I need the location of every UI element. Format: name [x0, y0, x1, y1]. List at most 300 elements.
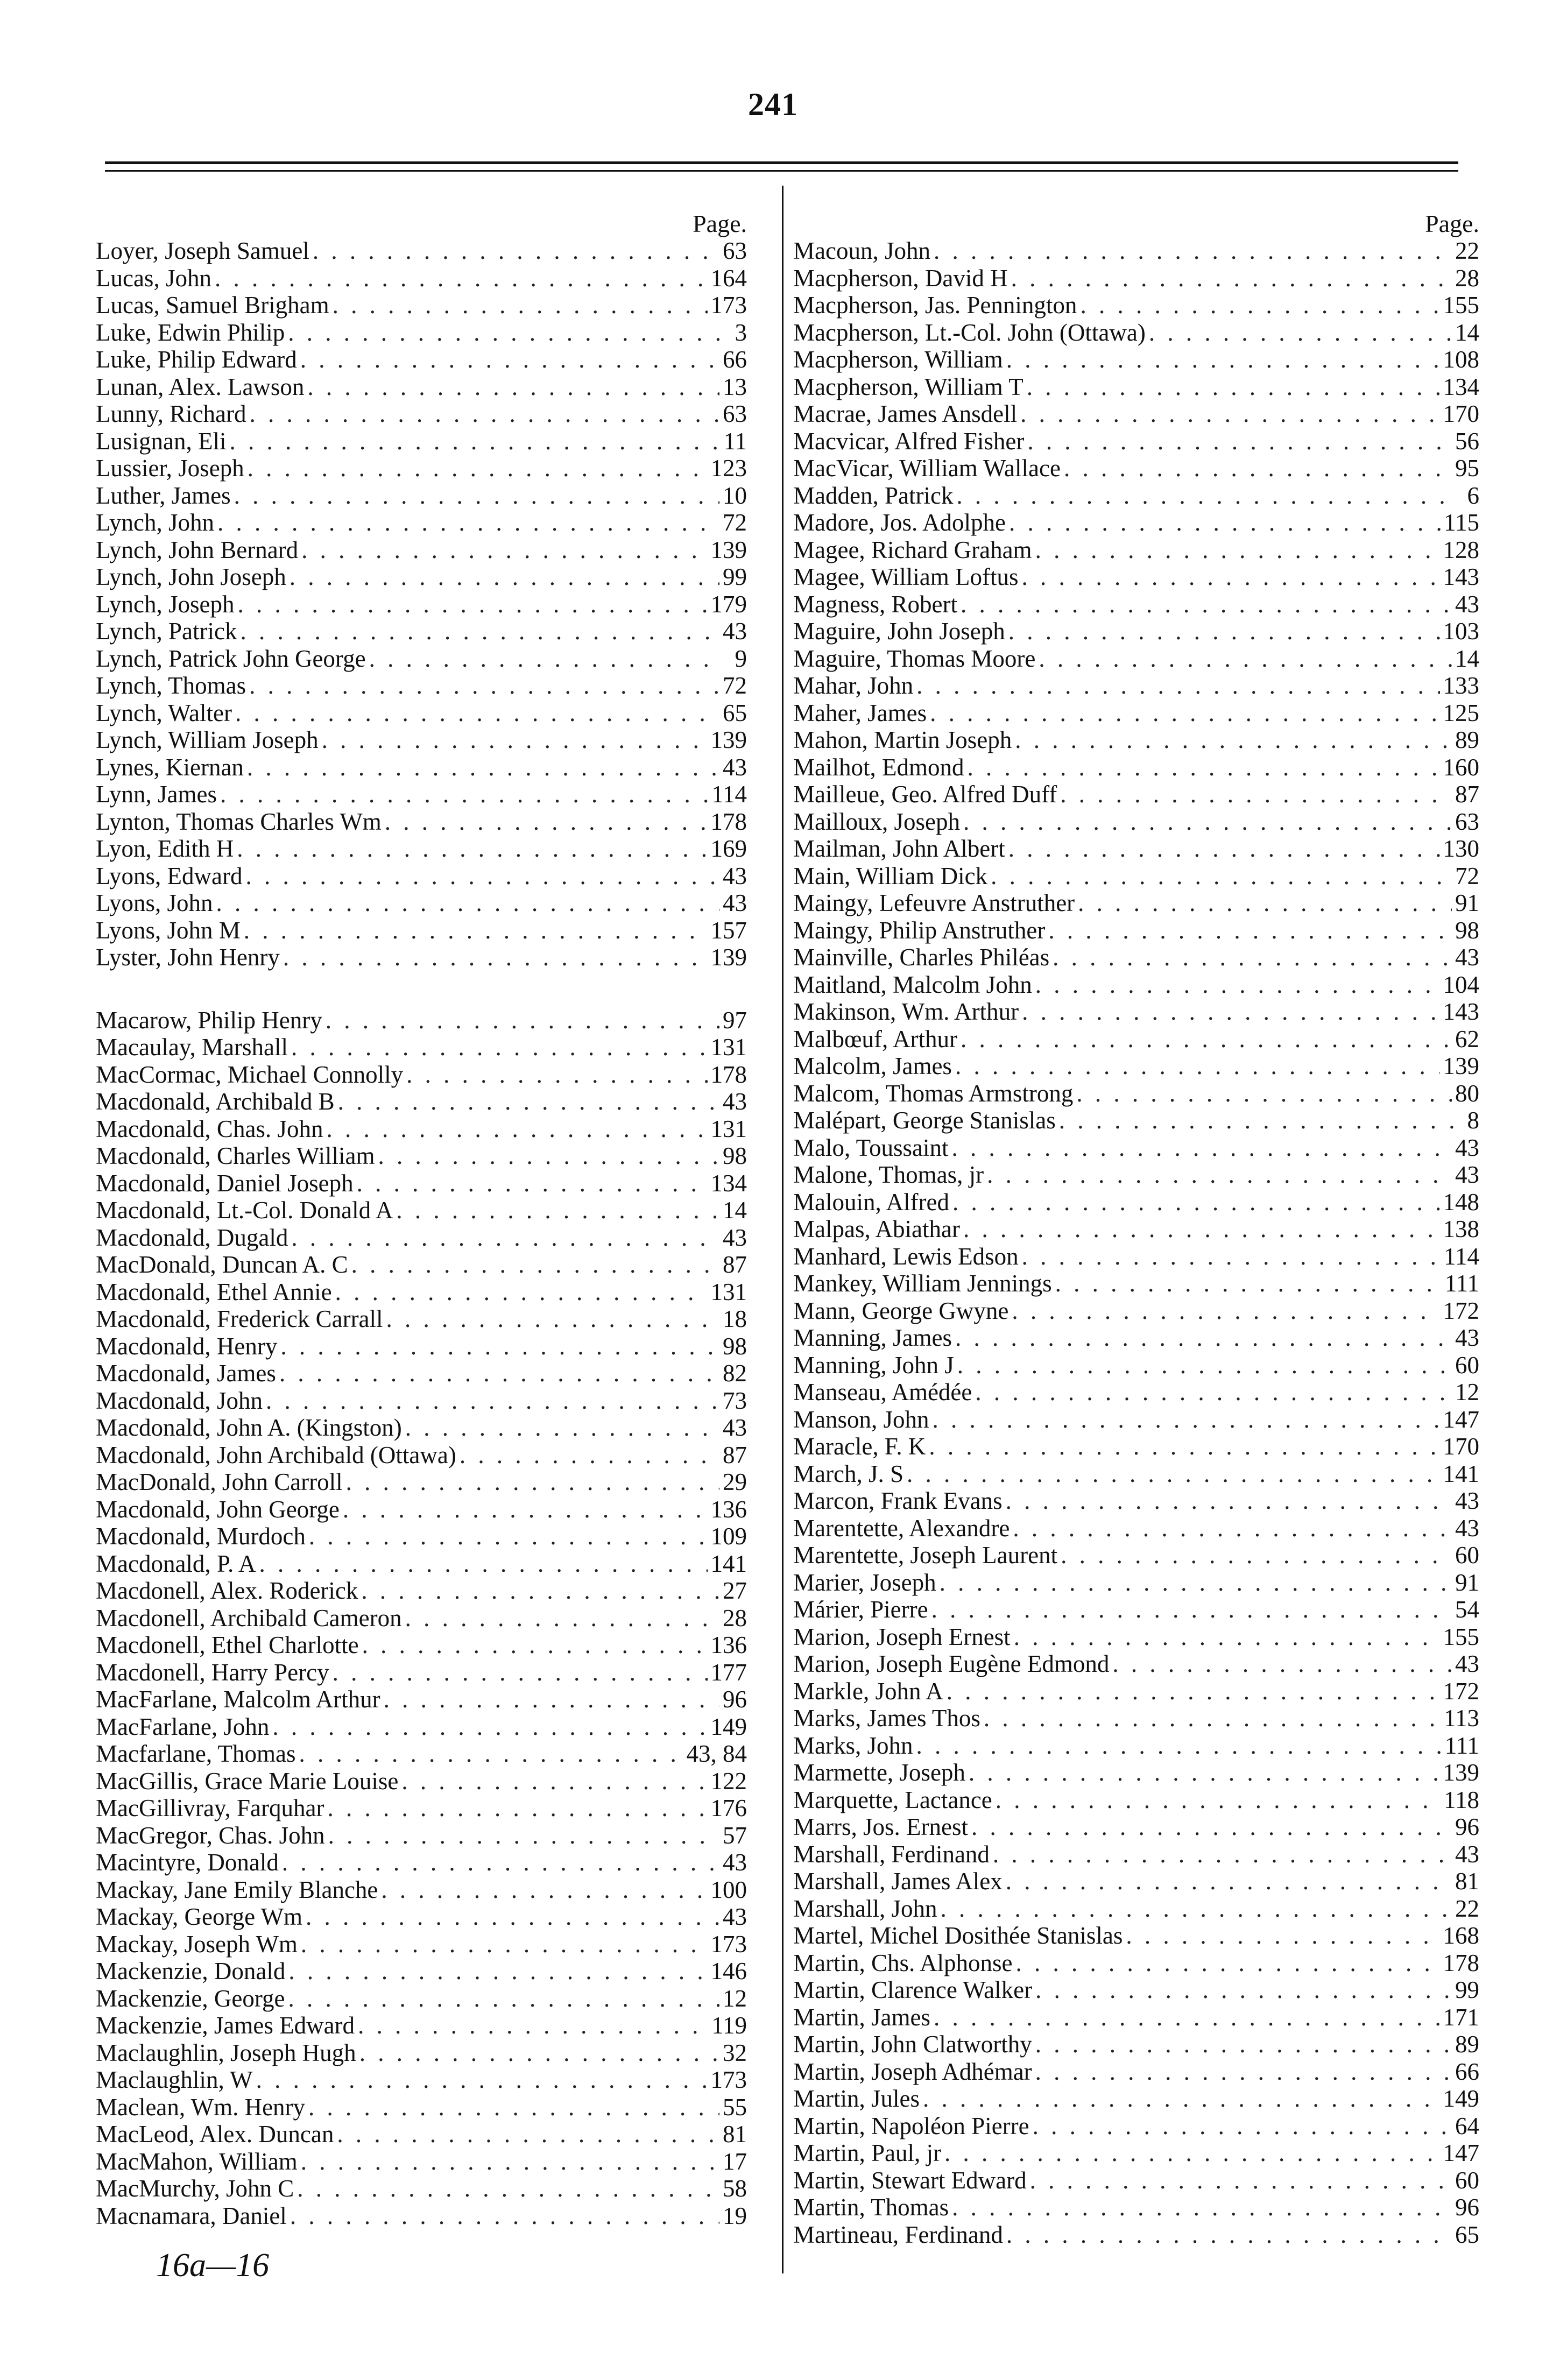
dot-leader [1126, 1922, 1439, 1950]
dot-leader [1015, 726, 1452, 754]
index-entry [793, 2194, 1479, 2221]
entry-name: Maclaughlin, Joseph Hugh [96, 2039, 356, 2066]
entry-page-number: 148 [1443, 1188, 1479, 1216]
dot-leader [952, 1134, 1452, 1162]
dot-leader [933, 1406, 1440, 1433]
dot-leader [369, 645, 722, 673]
entry-page-number: 139 [1443, 1759, 1479, 1786]
index-entry [793, 1053, 1479, 1080]
index-entry [96, 1523, 747, 1550]
entry-page-number: 133 [1443, 672, 1479, 699]
entry-page-number: 43 [1455, 1487, 1479, 1514]
entry-name: Macdonald, Charles William [96, 1142, 375, 1169]
entry-page-number: 172 [1443, 1297, 1479, 1324]
entry-name: Magee, Richard Graham [793, 536, 1032, 563]
entry-page-number: 82 [723, 1360, 747, 1387]
dot-leader [288, 1958, 707, 1985]
entry-name: Marmette, Joseph [793, 1759, 965, 1786]
entry-page-number: 139 [710, 944, 747, 971]
entry-name: Lynch, John [96, 509, 214, 536]
entry-page-number: 72 [723, 672, 747, 699]
entry-page-number: 98 [1455, 916, 1479, 944]
index-entry [96, 1414, 747, 1442]
dot-leader [1035, 1976, 1452, 2004]
entry-name: Malcolm, James [793, 1053, 952, 1079]
entry-page-number: 146 [710, 1958, 747, 1984]
index-entry [96, 1713, 747, 1741]
entry-name: Lyons, Edward [96, 862, 243, 889]
entry-page-number: 169 [710, 835, 747, 862]
index-entry [96, 536, 747, 564]
index-entry [793, 346, 1479, 373]
entry-page-number: 43 [1455, 944, 1479, 971]
entry-page-number: 173 [710, 2066, 747, 2093]
index-entry [96, 889, 747, 917]
entry-name: Mahar, John [793, 672, 914, 699]
index-entry [793, 672, 1479, 700]
dot-leader [216, 889, 719, 917]
index-entry [96, 1061, 747, 1089]
dot-leader [322, 726, 708, 754]
entry-name: Lyon, Edith H [96, 835, 234, 862]
index-entry [96, 1468, 747, 1496]
entry-page-number: 43 [723, 862, 747, 889]
dot-leader [259, 1550, 708, 1578]
entry-page-number: 177 [710, 1658, 747, 1686]
index-entry [96, 1387, 747, 1415]
entry-name: Mailleue, Geo. Alfred Duff [793, 781, 1057, 808]
entry-name: MacDonald, Duncan A. C [96, 1251, 348, 1278]
dot-leader [991, 863, 1452, 890]
entry-page-number: 139 [710, 726, 747, 753]
entry-page-number: 89 [1455, 2031, 1479, 2058]
page-number: 241 [748, 87, 798, 122]
entry-page-number: 170 [1443, 400, 1479, 427]
index-entry [793, 1406, 1479, 1433]
entry-page-number: 72 [723, 509, 747, 536]
index-entry [96, 2148, 747, 2176]
entry-page-number: 178 [710, 1061, 747, 1088]
entry-page-number: 63 [723, 237, 747, 264]
entry-page-number: 80 [1455, 1079, 1479, 1107]
dot-leader [306, 1903, 719, 1931]
entry-page-number: 12 [1455, 1379, 1479, 1406]
index-entry [793, 237, 1479, 265]
entry-page-number: 173 [710, 292, 747, 319]
index-entry [793, 1922, 1479, 1950]
entry-page-number: 14 [1455, 319, 1479, 346]
entry-name: Mackay, Joseph Wm [96, 1930, 298, 1958]
entry-page-number: 6 [1467, 482, 1479, 509]
index-entry [793, 1134, 1479, 1162]
index-entry [793, 1950, 1479, 1977]
index-entry [96, 863, 747, 890]
entry-name: Main, William Dick [793, 862, 988, 889]
entry-page-number: 141 [1443, 1460, 1479, 1487]
dot-leader [288, 1985, 720, 2012]
dot-leader [335, 1279, 708, 1306]
index-entry [793, 1080, 1479, 1107]
entry-name: MacDonald, John Carroll [96, 1468, 343, 1495]
dot-leader [220, 781, 708, 808]
entry-page-number: 89 [1455, 726, 1479, 753]
index-entry [96, 1849, 747, 1876]
dot-leader [215, 265, 708, 292]
column-divider [782, 186, 784, 2273]
entry-page-number: 43 [1455, 1134, 1479, 1161]
entry-page-number: 63 [723, 400, 747, 427]
index-entry [793, 373, 1479, 401]
dot-leader [987, 1161, 1452, 1189]
entry-name: Madden, Patrick [793, 482, 954, 509]
signature-mark: 16a—16 [156, 2247, 270, 2284]
entry-page-number: 134 [710, 1169, 747, 1197]
entry-name: Maitland, Malcolm John [793, 971, 1032, 998]
entry-name: MacMurchy, John C [96, 2175, 294, 2202]
dot-leader [326, 1115, 707, 1143]
dot-leader [1014, 1623, 1440, 1651]
dot-leader [217, 509, 719, 536]
index-entry [793, 482, 1479, 510]
index-entry [96, 1496, 747, 1523]
index-entry [96, 455, 747, 482]
entry-page-number: 28 [1455, 264, 1479, 292]
entry-page-number: 14 [1455, 645, 1479, 672]
index-entry [96, 1985, 747, 2012]
entry-name: Macpherson, David H [793, 264, 1008, 292]
index-entry [793, 1161, 1479, 1189]
index-entry [96, 1197, 747, 1224]
dot-leader [235, 700, 719, 727]
dot-leader [1008, 618, 1440, 645]
entry-name: Manning, John J [793, 1351, 954, 1379]
entry-page-number: 131 [710, 1034, 747, 1061]
index-entry [793, 2031, 1479, 2058]
header-rule [105, 161, 1458, 164]
entry-name: Macpherson, William T [793, 373, 1024, 400]
entry-name: Lynch, John Joseph [96, 563, 286, 590]
dot-leader [931, 1596, 1452, 1623]
entry-page-number: 119 [711, 2012, 747, 2039]
entry-name: Macvicar, Alfred Fisher [793, 427, 1025, 455]
entry-page-number: 170 [1443, 1433, 1479, 1460]
dot-leader [1027, 373, 1440, 401]
entry-page-number: 95 [1455, 455, 1479, 482]
entry-name: Lunny, Richard [96, 400, 246, 427]
entry-page-number: 178 [710, 808, 747, 835]
index-entry [96, 292, 747, 319]
index-entry [793, 1324, 1479, 1352]
dot-leader [406, 1061, 707, 1089]
index-entry [793, 863, 1479, 890]
dot-leader [1030, 2167, 1452, 2194]
entry-page-number: 81 [1455, 1868, 1479, 1895]
entry-name: Marks, John [793, 1732, 913, 1759]
index-entry [96, 726, 747, 754]
entry-name: Manson, John [793, 1406, 929, 1433]
dot-leader [1006, 1487, 1452, 1515]
entry-page-number: 65 [1455, 2221, 1479, 2248]
index-entry [793, 1650, 1479, 1678]
entry-page-number: 171 [1443, 2003, 1479, 2031]
entry-page-number: 168 [1443, 1922, 1479, 1949]
entry-name: Maguire, John Joseph [793, 618, 1005, 645]
index-entry [793, 1460, 1479, 1488]
entry-page-number: 125 [1443, 699, 1479, 726]
index-entry [793, 1189, 1479, 1216]
index-entry [96, 482, 747, 510]
entry-page-number: 130 [1443, 835, 1479, 862]
entry-name: Macpherson, Lt.-Col. John (Ottawa) [793, 319, 1146, 346]
dot-leader [240, 618, 719, 645]
entry-name: Márier, Pierre [793, 1596, 928, 1623]
index-entry [96, 2202, 747, 2230]
index-entry [96, 1876, 747, 1904]
entry-name: Marion, Joseph Ernest [793, 1623, 1011, 1650]
entry-name: Lynn, James [96, 781, 217, 808]
entry-name: Lynch, Patrick [96, 618, 237, 645]
dot-leader [961, 1026, 1452, 1053]
dot-leader [297, 2175, 719, 2202]
dot-leader [313, 237, 719, 265]
dot-leader [326, 1007, 719, 1034]
entry-page-number: 98 [723, 1142, 747, 1169]
dot-leader [337, 2121, 719, 2148]
entry-page-number: 43 [1455, 590, 1479, 618]
entry-name: Luther, James [96, 482, 231, 509]
index-entry [96, 1034, 747, 1061]
index-entry [96, 700, 747, 727]
entry-name: Macdonald, John George [96, 1495, 340, 1523]
entry-name: Maingy, Lefeuvre Anstruther [793, 889, 1075, 916]
entry-page-number: 3 [735, 319, 747, 346]
entry-name: Marcon, Frank Evans [793, 1487, 1003, 1514]
entry-name: Macdonald, Frederick Carrall [96, 1305, 383, 1332]
entry-name: Martin, Jules [793, 2085, 920, 2112]
entry-name: Mailhot, Edmond [793, 753, 964, 781]
dot-leader [237, 591, 707, 618]
index-entry [793, 1297, 1479, 1325]
entry-page-number: 43 [723, 618, 747, 645]
entry-name: Mackenzie, James Edward [96, 2012, 355, 2039]
entry-page-number: 172 [1443, 1677, 1479, 1705]
index-entry [96, 2094, 747, 2121]
index-entry [793, 1868, 1479, 1895]
dot-leader [1055, 1270, 1442, 1297]
dot-leader [984, 1705, 1441, 1732]
entry-page-number: 118 [1444, 1786, 1479, 1813]
entry-name: Marier, Joseph [793, 1569, 936, 1596]
index-entry [793, 292, 1479, 319]
dot-leader [333, 292, 708, 319]
entry-name: Magee, William Loftus [793, 563, 1019, 590]
index-entry [793, 319, 1479, 347]
entry-page-number: 100 [710, 1876, 747, 1903]
entry-name: Macdonald, Chas. John [96, 1115, 323, 1142]
entry-name: Marrs, Jos. Ernest [793, 1813, 968, 1840]
index-entry [793, 1976, 1479, 2004]
entry-name: Malpas, Abiathar [793, 1216, 960, 1242]
index-entry [96, 808, 747, 836]
entry-name: Martin, Chs. Alphonse [793, 1949, 1013, 1976]
dot-leader [272, 1713, 707, 1741]
entry-name: Lynch, Walter [96, 699, 232, 726]
column-heading [793, 202, 1479, 237]
entry-name: Lyster, John Henry [96, 944, 280, 971]
entry-name: Lynch, Thomas [96, 672, 246, 699]
index-entry [793, 2221, 1479, 2249]
entry-page-number: 109 [710, 1523, 747, 1550]
entry-page-number: 57 [723, 1821, 747, 1849]
entry-name: Martin, Clarence Walker [793, 1976, 1033, 2003]
index-list-left [96, 237, 747, 2229]
dot-leader [952, 2194, 1452, 2221]
dot-leader [1078, 889, 1452, 917]
entry-name: MacLeod, Alex. Duncan [96, 2121, 334, 2148]
dot-leader [1061, 1542, 1452, 1569]
entry-page-number: 179 [710, 590, 747, 618]
dot-leader [1006, 1868, 1452, 1895]
entry-name: Lyons, John M [96, 916, 241, 944]
dot-leader [1022, 563, 1440, 591]
index-entry [793, 1569, 1479, 1597]
dot-leader [280, 1333, 719, 1360]
index-entry [793, 1813, 1479, 1841]
entry-page-number: 60 [1455, 2166, 1479, 2194]
entry-name: Marshall, John [793, 1895, 937, 1922]
dot-leader [971, 1813, 1452, 1841]
dot-leader [229, 428, 720, 455]
index-entry [793, 1487, 1479, 1515]
dot-leader [940, 1569, 1452, 1597]
entry-page-number: 143 [1443, 998, 1479, 1025]
entry-name: Macdonald, John A. (Kingston) [96, 1414, 402, 1441]
index-entry [793, 1026, 1479, 1053]
entry-page-number: 60 [1455, 1351, 1479, 1379]
index-entry [793, 1678, 1479, 1705]
dot-leader [359, 2039, 719, 2067]
index-entry [96, 754, 747, 781]
index-entry [793, 971, 1479, 999]
column-heading-label: Page. [693, 210, 747, 237]
index-entry [793, 781, 1479, 808]
index-entry [96, 1305, 747, 1333]
index-entry [793, 1433, 1479, 1460]
entry-name: MacVicar, William Wallace [793, 455, 1061, 482]
entry-name: Mailman, John Albert [793, 835, 1005, 862]
entry-name: Macdonell, Ethel Charlotte [96, 1632, 359, 1658]
index-entry [793, 2085, 1479, 2113]
index-entry [96, 1224, 747, 1252]
entry-page-number: 60 [1455, 1542, 1479, 1569]
index-entry [793, 591, 1479, 618]
dot-leader [956, 482, 1455, 510]
index-entry [793, 754, 1479, 781]
dot-leader [249, 672, 719, 700]
index-entry [96, 1550, 747, 1578]
index-entry [793, 1352, 1479, 1379]
entry-page-number: 55 [723, 2093, 747, 2121]
dot-leader [1149, 319, 1452, 347]
entry-page-number: 173 [710, 1930, 747, 1958]
index-entry [793, 889, 1479, 917]
index-entry [793, 1841, 1479, 1868]
entry-page-number: 43 [723, 1088, 747, 1115]
index-entry [793, 1379, 1479, 1406]
entry-name: Lynch, John Bernard [96, 536, 299, 563]
header-rule-thin [105, 170, 1458, 172]
entry-page-number: 17 [723, 2148, 747, 2175]
dot-leader [327, 1795, 707, 1822]
dot-leader [961, 591, 1452, 618]
index-entry [793, 726, 1479, 754]
index-entry [96, 1088, 747, 1115]
entry-name: Macdonald, P. A [96, 1550, 256, 1577]
index-entry [96, 2066, 747, 2094]
dot-leader [1009, 509, 1441, 536]
dot-leader [309, 1523, 708, 1550]
dot-leader [963, 808, 1452, 836]
entry-page-number: 113 [1444, 1705, 1479, 1732]
dot-leader [279, 1360, 719, 1387]
entry-page-number: 9 [735, 645, 747, 672]
column-heading-label: Page. [1425, 210, 1479, 237]
entry-page-number: 81 [723, 2121, 747, 2148]
entry-page-number: 14 [723, 1197, 747, 1224]
dot-leader [384, 1686, 719, 1713]
index-entry [793, 1243, 1479, 1270]
index-entry [96, 1142, 747, 1170]
entry-page-number: 96 [1455, 2194, 1479, 2221]
index-entry [96, 917, 747, 944]
dot-leader [401, 1768, 707, 1795]
dot-leader [1020, 400, 1439, 428]
index-entry [793, 265, 1479, 292]
entry-page-number: 87 [1455, 781, 1479, 808]
entry-page-number: 111 [1444, 1270, 1479, 1297]
index-entry [793, 917, 1479, 944]
entry-page-number: 43 [1455, 1161, 1479, 1188]
index-entry [793, 2058, 1479, 2086]
entry-name: Mankey, William Jennings [793, 1270, 1052, 1297]
index-entry [96, 509, 747, 536]
dot-leader [346, 1468, 719, 1496]
index-entry [793, 455, 1479, 482]
index-entry [96, 1170, 747, 1197]
dot-leader [301, 2148, 719, 2176]
dot-leader [930, 700, 1439, 727]
dot-leader [1022, 1243, 1441, 1270]
index-entry [96, 672, 747, 700]
index-entry [793, 1895, 1479, 1923]
index-entry [96, 1605, 747, 1632]
entry-name: Luke, Edwin Philip [96, 319, 285, 346]
entry-name: MacMahon, William [96, 2148, 298, 2175]
entry-name: MacCormac, Michael Connolly [96, 1061, 404, 1088]
entry-name: Malbœuf, Arthur [793, 1025, 957, 1053]
entry-name: Mainville, Charles Philéas [793, 944, 1050, 971]
dot-leader [1060, 781, 1452, 808]
entry-page-number: 32 [723, 2039, 747, 2066]
dot-leader [266, 1387, 719, 1415]
dot-leader [996, 1786, 1441, 1814]
entry-name: MacGillivray, Farquhar [96, 1795, 324, 1821]
index-entry [96, 1279, 747, 1306]
dot-leader [1076, 1080, 1452, 1107]
entry-name: Lusignan, Eli [96, 427, 227, 455]
entry-name: Macpherson, Jas. Pennington [793, 292, 1077, 319]
entry-page-number: 87 [723, 1441, 747, 1468]
